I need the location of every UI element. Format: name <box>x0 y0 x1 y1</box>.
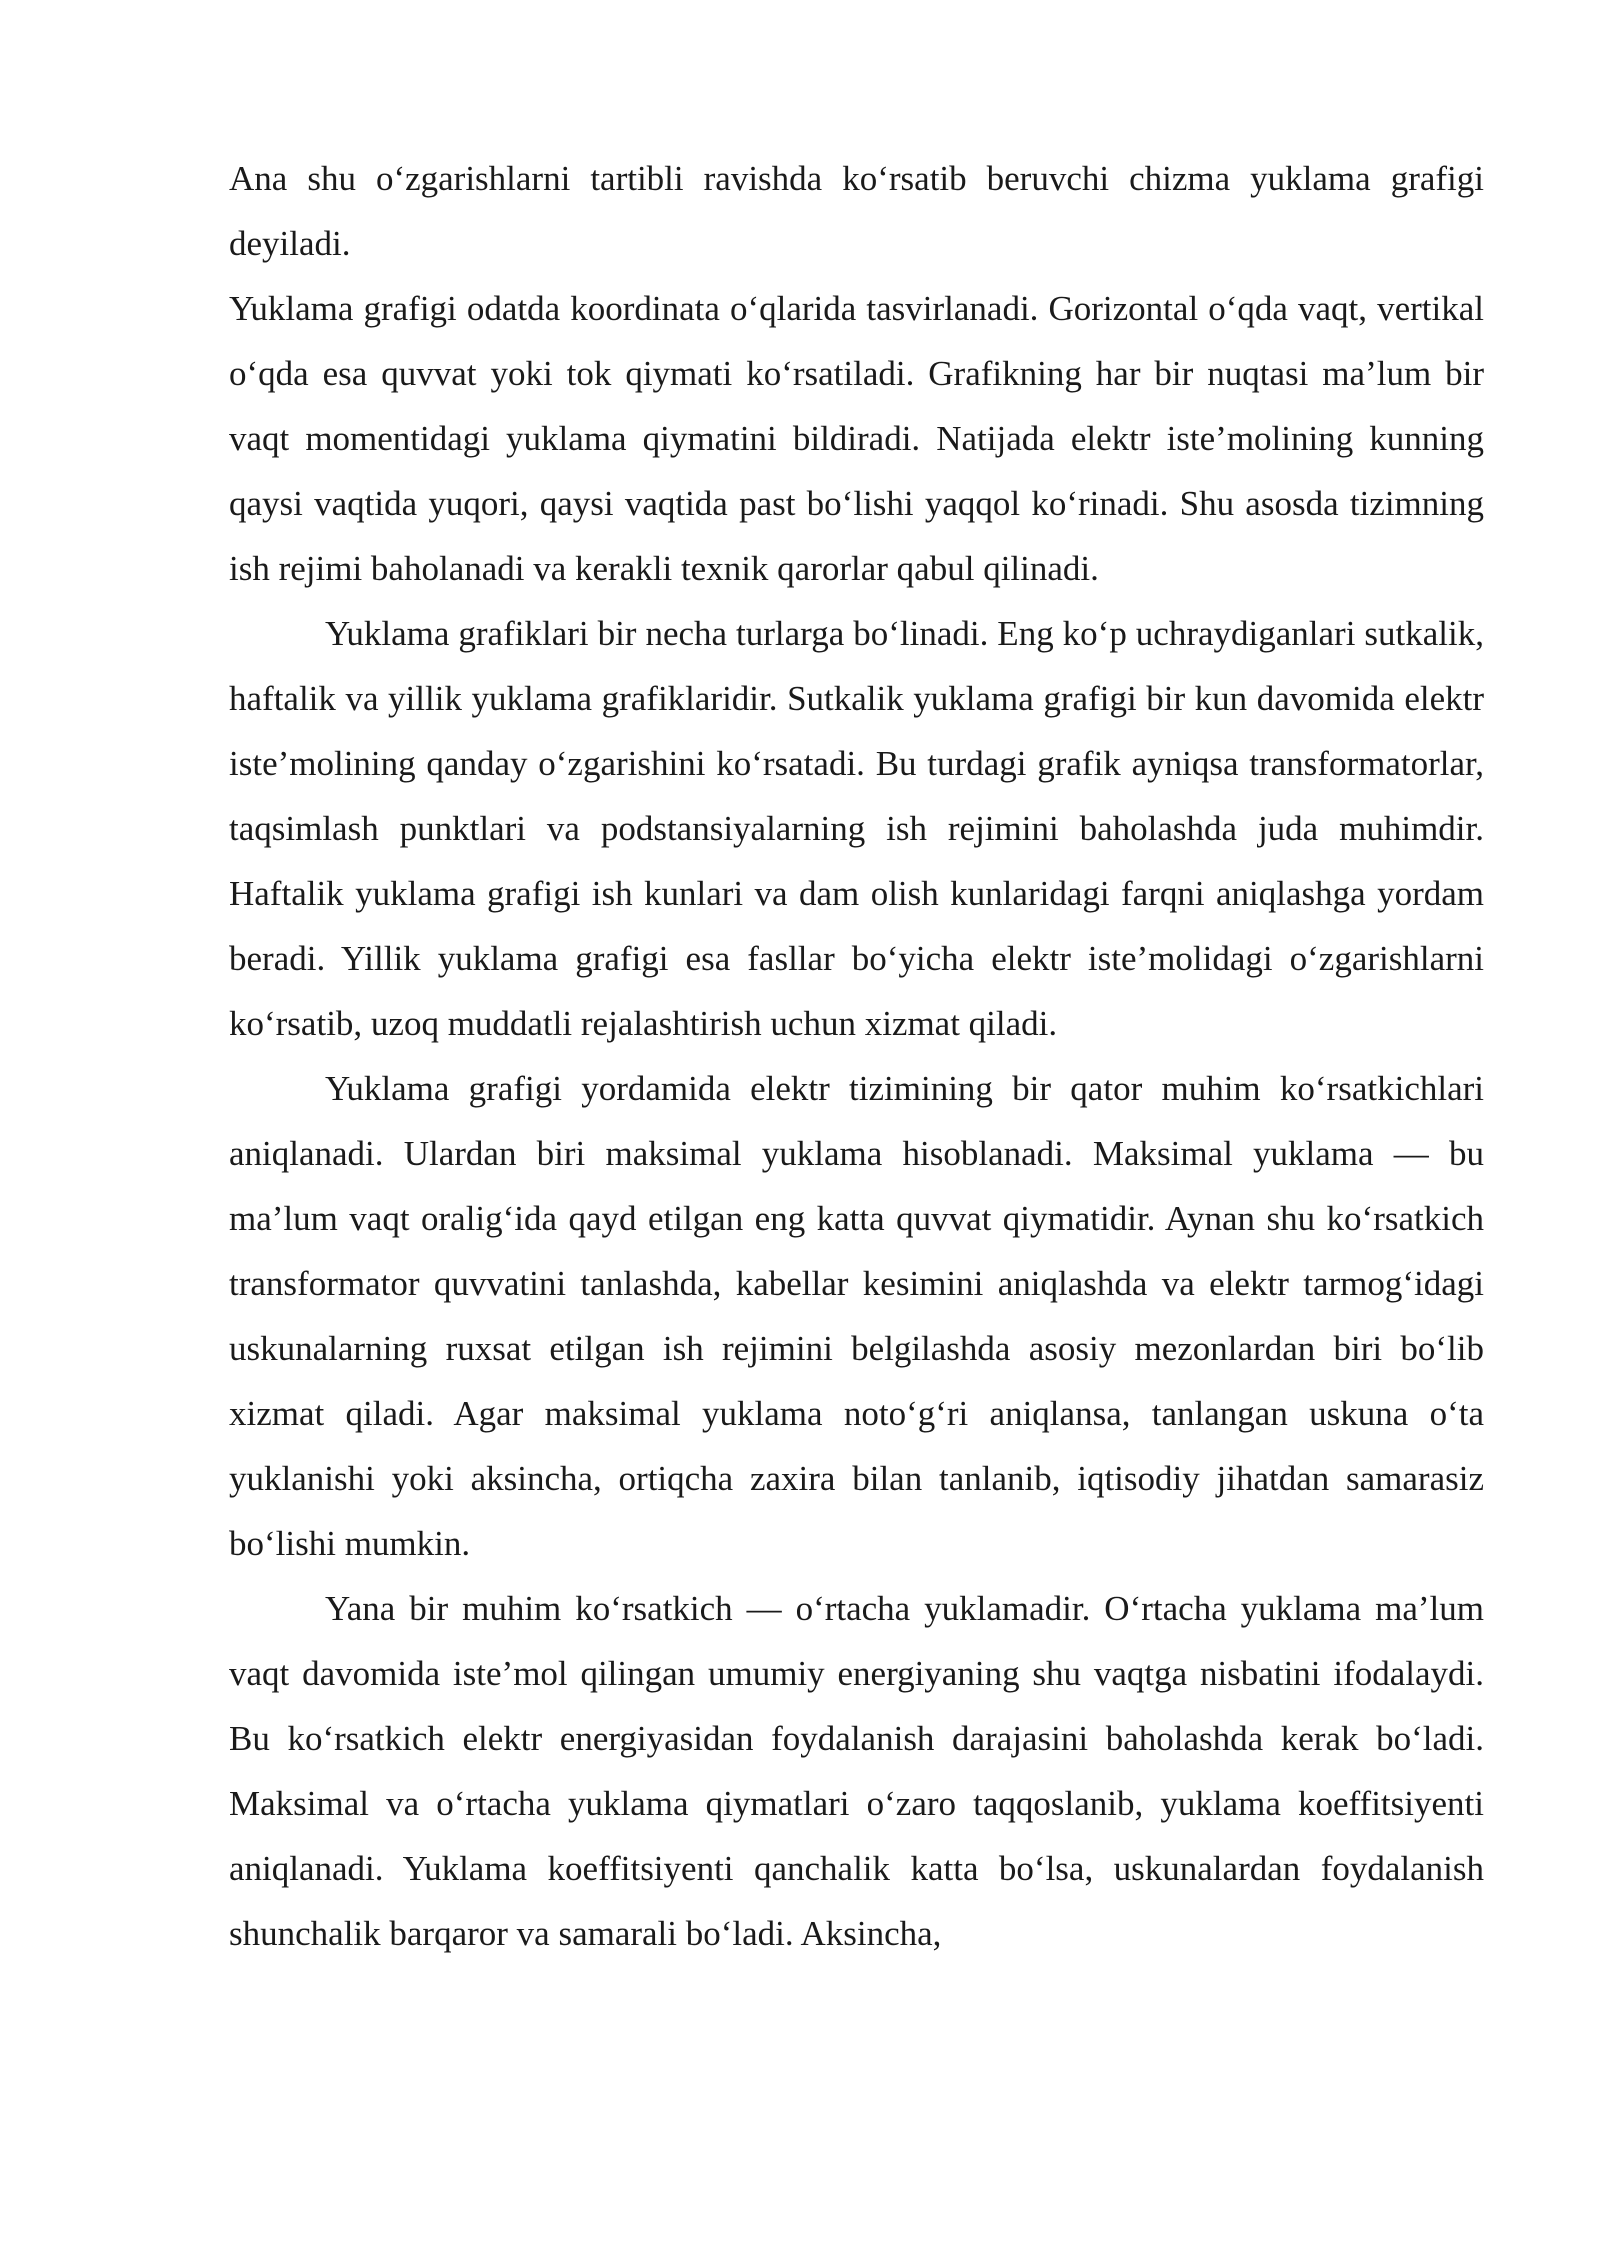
paragraph-4: Yuklama grafigi yordamida elektr tizimining bir qator muhim ko‘rsatkichlari aniqlanadi. Ulardan biri maksimal yuklama hisoblanadi. Maksimal yuklama — bu ma’lum vaqt oralig‘ida qayd etilgan eng katta quvvat qiymatidir. Aynan shu ko‘rsatkich transformator quvvatini tanlashda, kabellar kesimini aniqlashda va elektr tarmog‘idagi uskunalarning ruxsat etilgan ish rejimini belgilashda asosiy mezonlardan biri bo‘lib xizmat qiladi. Agar maksimal yuklama noto‘g‘ri aniqlansa, tanlangan uskuna o‘ta yuklanishi yoki aksincha, ortiqcha zaxira bilan tanlanib, iqtisodiy jihatdan samarasiz bo‘lishi mumkin. <box>229 1069 1484 1563</box>
paragraph-2: Yuklama grafigi odatda koordinata o‘qlarida tasvirlanadi. Gorizontal o‘qda vaqt, vertikal o‘qda esa quvvat yoki tok qiymati ko‘rsatiladi. Grafikning har bir nuqtasi ma’lum bir vaqt momentidagi yuklama qiymatini bildiradi. Natijada elektr iste’molining kunning qaysi vaqtida yuqori, qaysi vaqtida past bo‘lishi yaqqol ko‘rinadi. Shu asosda tizimning ish rejimi baholanadi va kerakli texnik qarorlar qabul qilinadi. <box>229 289 1484 588</box>
document-body <box>229 146 1484 1966</box>
paragraph-3: Yuklama grafiklari bir necha turlarga bo‘linadi. Eng ko‘p uchraydiganlari sutkalik, haftalik va yillik yuklama grafiklaridir. Sutkalik yuklama grafigi bir kun davomida elektr iste’molining qanday o‘zgarishini ko‘rsatadi. Bu turdagi grafik ayniqsa transformatorlar, taqsimlash punktlari va podstansiyalarning ish rejimini baholashda juda muhimdir. Haftalik yuklama grafigi ish kunlari va dam olish kunlaridagi farqni aniqlashga yordam beradi. Yillik yuklama grafigi esa fasllar bo‘yicha elektr iste’molidagi o‘zgarishlarni ko‘rsatib, uzoq muddatli rejalashtirish uchun xizmat qiladi. <box>229 614 1484 1043</box>
paragraph-1: Ana shu o‘zgarishlarni tartibli ravishda ko‘rsatib beruvchi chizma yuklama grafigi deyiladi. <box>229 159 1484 263</box>
paragraph-5: Yana bir muhim ko‘rsatkich — o‘rtacha yuklamadir. O‘rtacha yuklama ma’lum vaqt davomida iste’mol qilingan umumiy energiyaning shu vaqtga nisbatini ifodalaydi. Bu ko‘rsatkich elektr energiyasidan foydalanish darajasini baholashda kerak bo‘ladi. Maksimal va o‘rtacha yuklama qiymatlari o‘zaro taqqoslanib, yuklama koeffitsiyenti aniqlanadi. Yuklama koeffitsiyenti qanchalik katta bo‘lsa, uskunalardan foydalanish shunchalik barqaror va samarali bo‘ladi. Aksincha, <box>229 1589 1484 1953</box>
